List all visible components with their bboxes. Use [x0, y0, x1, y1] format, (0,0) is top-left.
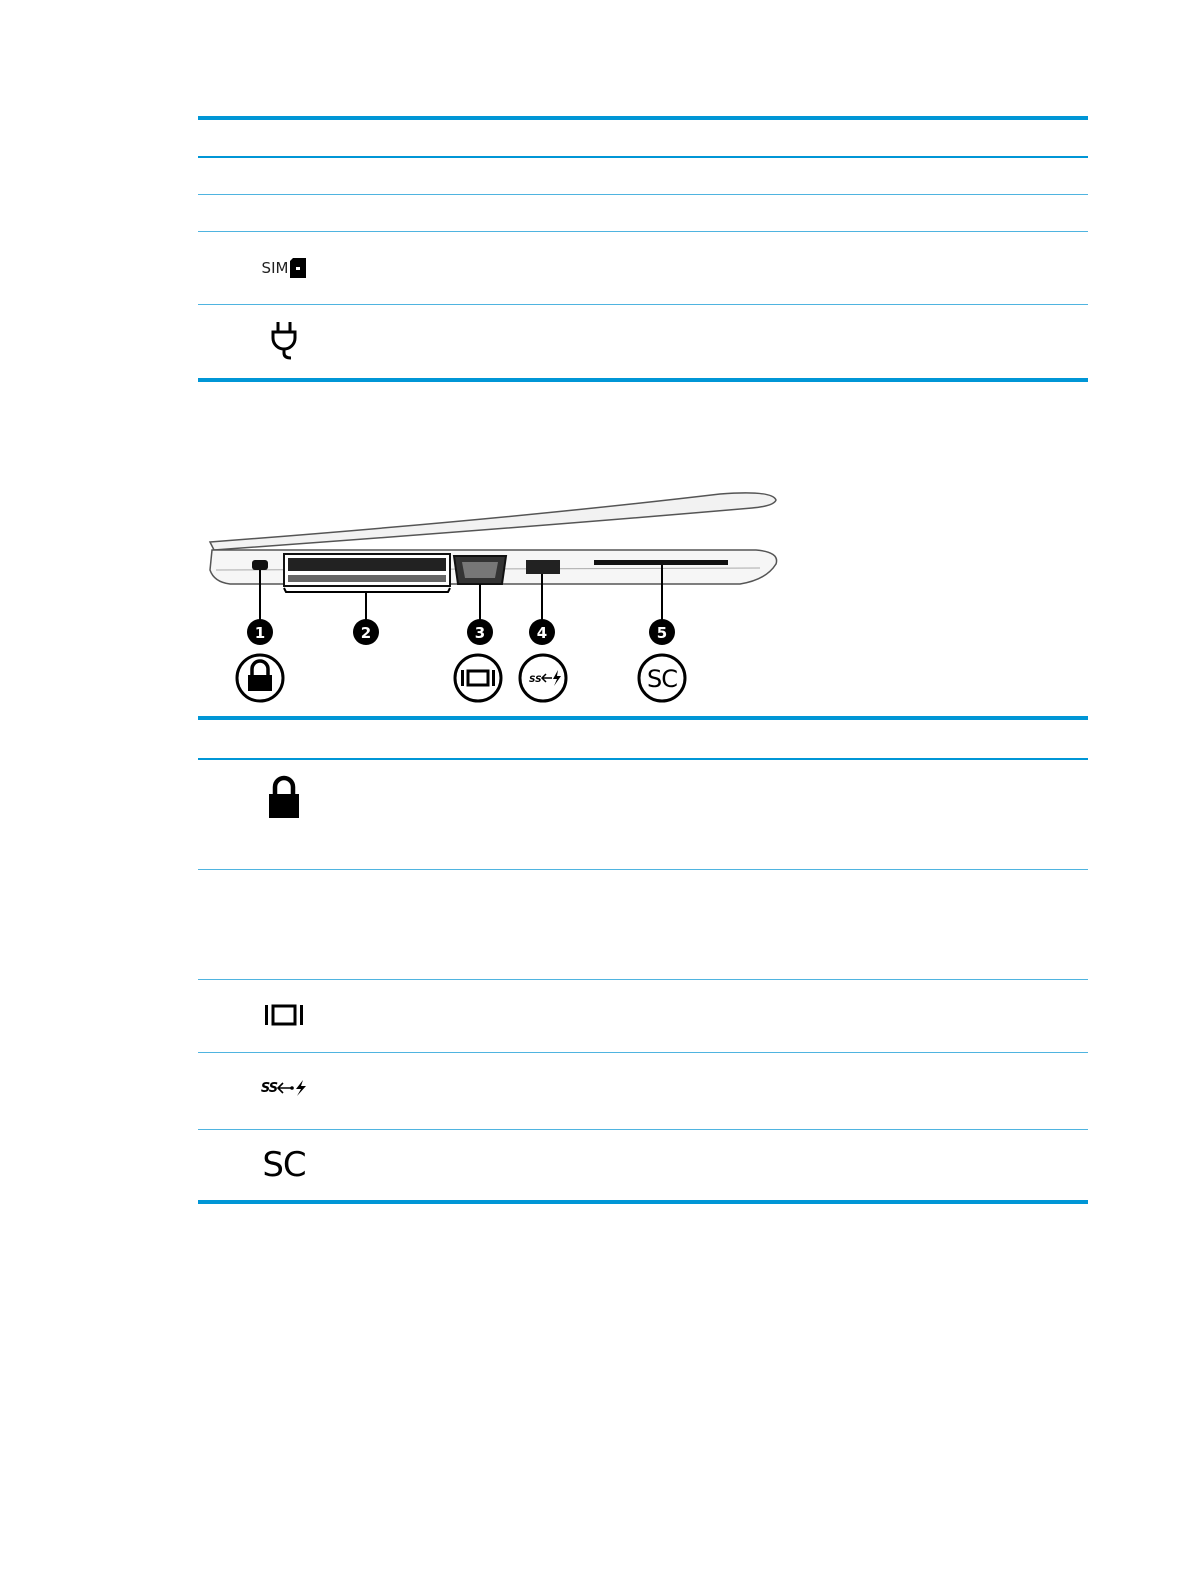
callout-4 — [529, 619, 555, 645]
external-monitor-icon — [455, 655, 501, 701]
security-cable-slot — [252, 560, 268, 570]
usb-port — [526, 560, 560, 574]
table-header-rule — [198, 156, 1088, 158]
table-bottom-rule — [198, 378, 1088, 382]
security-lock-icon — [267, 775, 301, 819]
power-plug-icon — [269, 320, 299, 360]
table-top-rule — [198, 116, 1088, 120]
table-row-divider — [198, 1052, 1088, 1053]
laptop-left-side-illustration — [200, 480, 790, 712]
top-component-table — [198, 116, 1088, 382]
svg-text:SC: SC — [647, 665, 677, 693]
table-row-divider — [198, 869, 1088, 870]
svg-text:2: 2 — [360, 624, 372, 642]
external-monitor-port — [454, 556, 506, 584]
table-bottom-rule — [198, 1200, 1088, 1204]
table-row — [254, 1074, 314, 1102]
usb-superspeed-charging-icon: SS — [261, 1079, 307, 1097]
callout-3 — [467, 619, 493, 645]
table-header-rule — [198, 758, 1088, 760]
svg-text:5: 5 — [656, 624, 668, 642]
table-row-divider — [198, 1129, 1088, 1130]
callout-2 — [353, 619, 379, 645]
table-row — [254, 316, 314, 364]
external-monitor-icon — [264, 1004, 304, 1026]
table-row — [254, 774, 314, 820]
svg-text:1: 1 — [254, 624, 266, 642]
vent — [284, 554, 450, 586]
sim-card-icon: SIM — [262, 258, 307, 278]
smart-card-reader-slot — [594, 560, 728, 565]
smart-card-icon: SC — [262, 1145, 306, 1185]
table-row-divider — [198, 194, 1088, 195]
svg-text:SS: SS — [529, 675, 542, 685]
table-row-divider — [198, 304, 1088, 305]
table-row-divider — [198, 231, 1088, 232]
callout-5 — [649, 619, 675, 645]
table-row — [254, 1144, 314, 1186]
usb-superspeed-charging-icon — [520, 655, 566, 701]
table-row — [254, 246, 314, 290]
table-top-rule — [198, 716, 1088, 720]
svg-text:4: 4 — [536, 624, 548, 642]
table-row-divider — [198, 979, 1088, 980]
left-side-component-table — [198, 716, 1088, 1206]
security-lock-icon — [237, 655, 283, 701]
table-row — [254, 1000, 314, 1030]
svg-text:3: 3 — [474, 624, 486, 642]
callout-1 — [247, 619, 273, 645]
smart-card-icon — [639, 655, 685, 701]
